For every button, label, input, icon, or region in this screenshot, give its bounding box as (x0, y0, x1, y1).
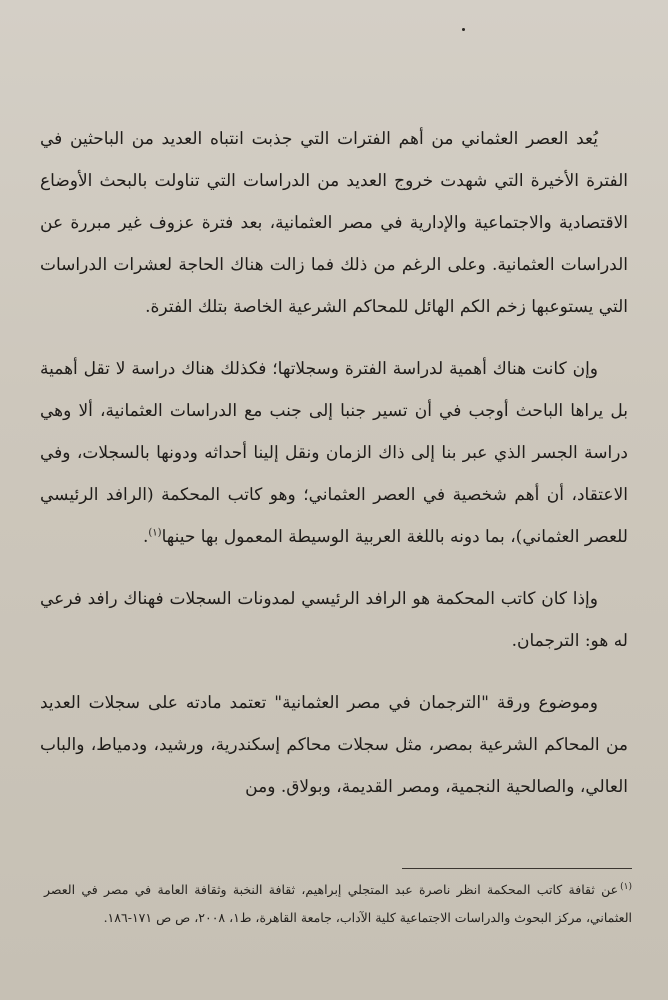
paragraph-2: وإن كانت هناك أهمية لدراسة الفترة وسجلاتها؛ فكذلك هناك دراسة لا تقل أهمية بل يراها الباحث أوجب في أن تسير جنبا إلى جنب مع الدراسات العثمانية، ألا وهي دراسة الجسر الذي عبر بنا إلى ذاك الزمان ونقل إلينا أحداثه ودونها بالسجلات، وفي الاعتقاد، أن أهم شخصية في العصر العثماني؛ وهو كاتب المحكمة (الرافد الرئيسي للعصر العثماني)، بما دونه باللغة العربية الوسيطة المعمول بها حينها$^{(١)}$. (40, 359, 628, 547)
body-text (40, 118, 628, 828)
paragraph-1: يُعد العصر العثماني من أهم الفترات التي جذبت انتباه العديد من الباحثين في الفترة الأخيرة التي شهدت خروج العديد من الدراسات التي تناولت بالبحث الأوضاع الاقتصادية والاجتماعية والإدارية في مصر العثمانية، بعد فترة عزوف غير مبررة عن الدراسات العثمانية. وعلى الرغم من ذلك فما زالت هناك الحاجة لعشرات الدراسات التي يستوعبها زخم الكم الهائل للمحاكم الشرعية الخاصة بتلك الفترة. (40, 129, 629, 317)
footnote (44, 876, 632, 932)
paragraph-4: وموضوع ورقة "الترجمان في مصر العثمانية" تعتمد مادته على سجلات العديد من المحاكم الشرعية بمصر، مثل سجلات محاكم إسكندرية، ورشيد، ودمياط، والباب العالي، والصالحية النجمية، ومصر القديمة، وبولاق. ومن (40, 693, 628, 797)
page-dot-mark (462, 28, 465, 31)
footnote-divider (402, 868, 632, 869)
footnote-marker: (١) (620, 881, 632, 892)
footnote-reference[interactable]: (١) (148, 527, 162, 539)
footnote-text: عن ثقافة كاتب المحكمة انظر ناصرة عبد المتجلي إبراهيم، ثقافة النخبة وثقافة العامة في مصر في العصر العثماني، مركز البحوث والدراسات الاجتماعية كلية الآداب، جامعة القاهرة، ط١، ٢٠٠٨، ص ص ١٧١-١٨٦. (44, 882, 632, 925)
paragraph-3: وإذا كان كاتب المحكمة هو الرافد الرئيسي لمدونات السجلات فهناك رافد فرعي له هو: الترجمان. (40, 589, 628, 651)
